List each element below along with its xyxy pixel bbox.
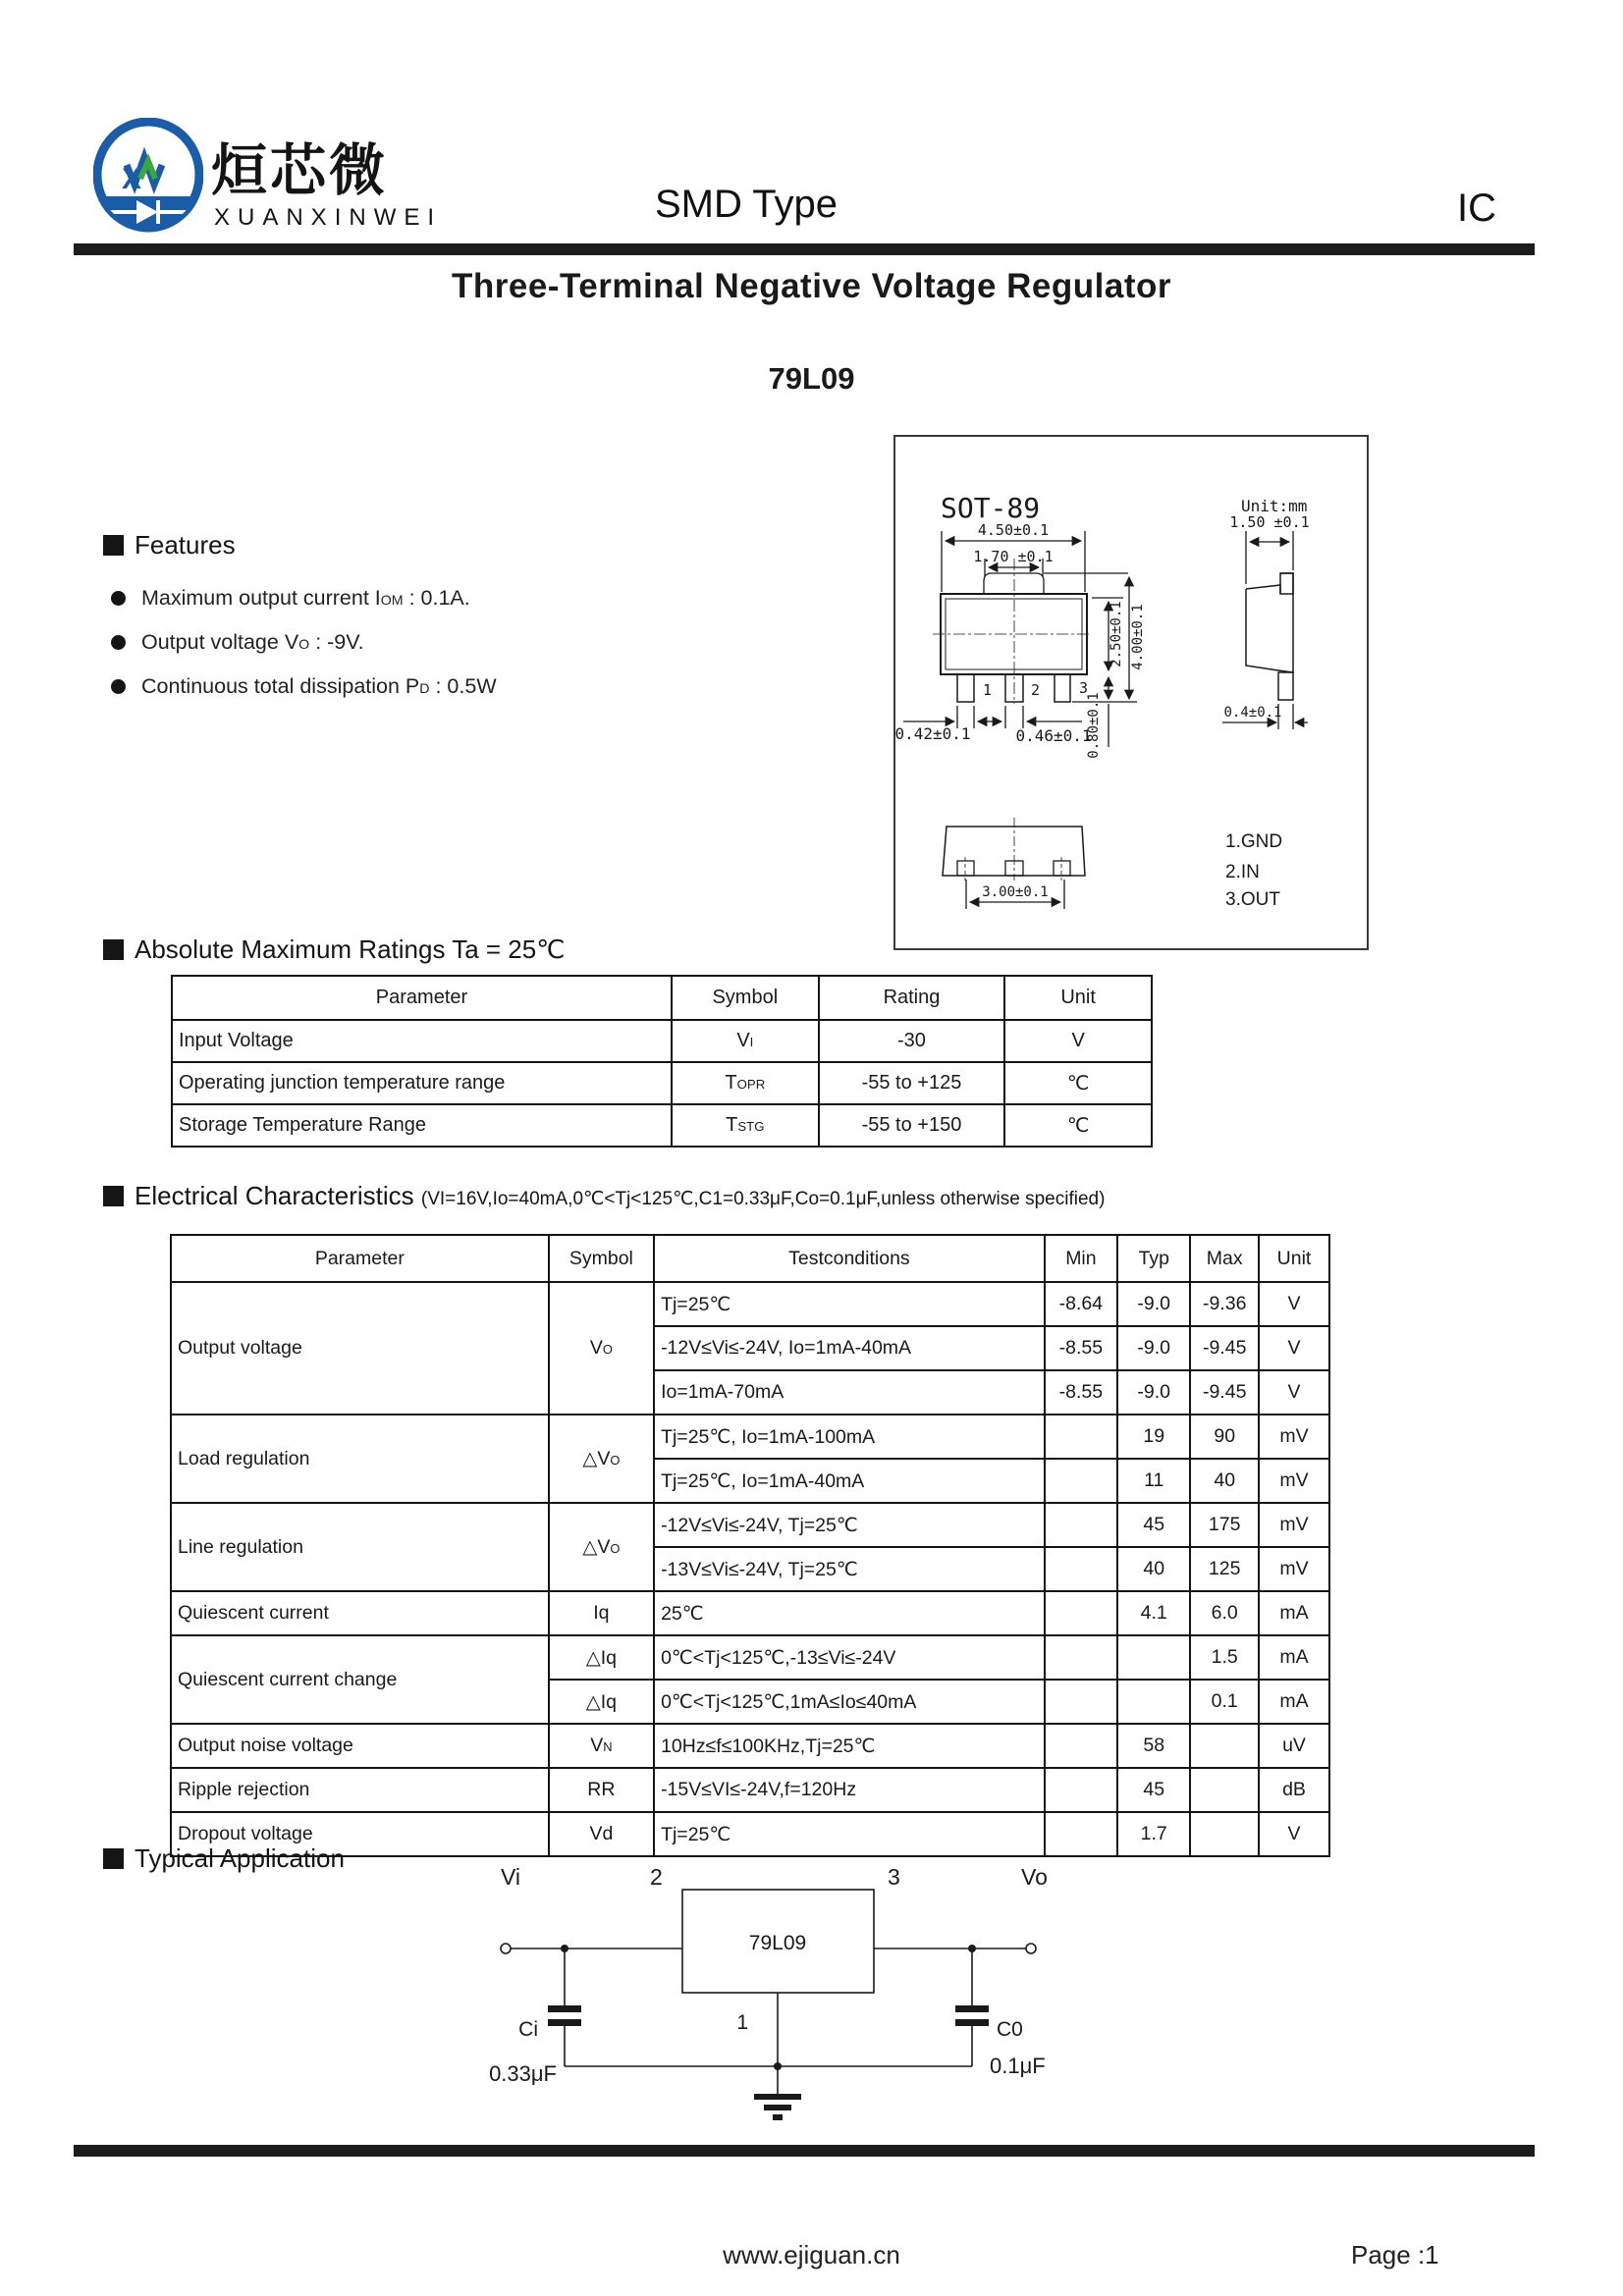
cell-min — [1045, 1768, 1117, 1812]
footer-website: www.ejiguan.cn — [723, 2240, 900, 2269]
elec-conditions: (VI=16V,Io=40mA,0℃<Tj<125℃,C1=0.33μF,Co=0.1μF,unless otherwise specified) — [420, 1189, 1106, 1209]
table-row — [171, 1591, 1329, 1635]
cell-rating: -30 — [819, 1020, 1005, 1062]
cell-typ — [1117, 1635, 1190, 1680]
cell-symbol: △Iq — [549, 1635, 654, 1680]
cout-value: 0.1μF — [990, 2054, 1046, 2078]
cell-parameter: Load regulation — [171, 1415, 549, 1503]
cell-min — [1045, 1635, 1117, 1680]
cell-typ: 40 — [1117, 1547, 1190, 1591]
cell-min — [1045, 1724, 1117, 1768]
column-header: Rating — [819, 976, 1005, 1020]
package-figure — [893, 435, 1369, 950]
cell-unit: V — [1259, 1370, 1329, 1415]
package-name: SOT-89 — [941, 492, 1041, 524]
cell-max: 90 — [1190, 1415, 1259, 1459]
dim-body-height: 2.50±0.1 — [1109, 601, 1124, 667]
cell-max: -9.36 — [1190, 1282, 1259, 1326]
section-marker-icon — [103, 939, 124, 960]
vi-label: Vi — [501, 1864, 521, 1890]
column-header: Unit — [1004, 976, 1152, 1020]
cell-parameter: Output voltage — [171, 1282, 549, 1415]
svg-text:X: X — [122, 163, 142, 195]
part-number: 79L09 — [768, 361, 855, 396]
pin3-label: 3.OUT — [1225, 889, 1280, 910]
cell-typ: -9.0 — [1117, 1326, 1190, 1370]
column-header: Parameter — [171, 1235, 549, 1282]
dim-bottom-pitch: 3.00±0.1 — [982, 884, 1049, 900]
cell-symbol: △Iq — [549, 1680, 654, 1724]
cell-symbol: Iq — [549, 1591, 654, 1635]
abs-max-heading: Absolute Maximum Ratings Ta = 25℃ — [103, 934, 565, 965]
feature-item: Output voltage VO : -9V. — [111, 630, 908, 655]
cell-symbol: VI — [672, 1020, 819, 1062]
features-section — [103, 530, 908, 719]
cell-testconditions: Tj=25℃ — [654, 1812, 1045, 1856]
cell-unit: mV — [1259, 1415, 1329, 1459]
elec-heading: Electrical Characteristics (VI=16V,Io=40mA,0℃<Tj<125℃,C1=0.33μF,Co=0.1μF,unless otherwise specified) — [103, 1181, 1105, 1211]
cin-name: Ci — [518, 2018, 538, 2041]
dim-pin-length: 0.80±0.1 — [1086, 692, 1102, 759]
cell-parameter: Operating junction temperature range — [172, 1062, 672, 1104]
cell-unit: V — [1259, 1812, 1329, 1856]
cell-parameter: Quiescent current change — [171, 1635, 549, 1724]
dim-side-width: 1.50 ±0.1 — [1229, 513, 1310, 531]
cell-typ: 45 — [1117, 1768, 1190, 1812]
table-header-row — [172, 976, 1152, 1020]
pin2-label: 2 — [650, 1864, 663, 1890]
cell-typ: -9.0 — [1117, 1282, 1190, 1326]
pin1-label: 1 — [736, 2011, 748, 2034]
cell-max: 40 — [1190, 1459, 1259, 1503]
header-rule — [74, 243, 1535, 255]
cell-max — [1190, 1768, 1259, 1812]
cell-symbol: VN — [549, 1724, 654, 1768]
bullet-icon — [111, 591, 126, 606]
doc-type-label: SMD Type — [655, 183, 838, 226]
cell-symbol: RR — [549, 1768, 654, 1812]
cell-typ: 1.7 — [1117, 1812, 1190, 1856]
category-label: IC — [1457, 187, 1496, 230]
cell-testconditions: 25℃ — [654, 1591, 1045, 1635]
cell-typ: 19 — [1117, 1415, 1190, 1459]
column-header: Max — [1190, 1235, 1259, 1282]
application-circuit — [422, 1855, 1109, 2150]
cell-unit: mA — [1259, 1680, 1329, 1724]
cell-parameter: Ripple rejection — [171, 1768, 549, 1812]
cell-unit: ℃ — [1004, 1062, 1152, 1104]
cell-max — [1190, 1812, 1259, 1856]
cell-symbol: VO — [549, 1282, 654, 1415]
cell-testconditions: 0℃<Tj<125℃,1mA≤Io≤40mA — [654, 1680, 1045, 1724]
column-header: Symbol — [672, 976, 819, 1020]
vo-label: Vo — [1021, 1864, 1048, 1890]
brand-name-latin: XUANXINWEI — [214, 204, 443, 231]
elec-table — [170, 1234, 1330, 1857]
cell-symbol: TOPR — [672, 1062, 819, 1104]
cell-parameter: Quiescent current — [171, 1591, 549, 1635]
feature-item: Continuous total dissipation PD : 0.5W — [111, 674, 908, 699]
cell-typ: 11 — [1117, 1459, 1190, 1503]
cell-max: -9.45 — [1190, 1326, 1259, 1370]
pin3-number: 3 — [1079, 679, 1089, 697]
cell-parameter: Input Voltage — [172, 1020, 672, 1062]
cell-parameter: Storage Temperature Range — [172, 1104, 672, 1147]
table-row — [172, 1020, 1152, 1062]
abs-max-table — [171, 975, 1153, 1148]
cell-unit: mV — [1259, 1459, 1329, 1503]
dim-side-pin: 0.4±0.1 — [1223, 705, 1282, 721]
table-row — [171, 1503, 1329, 1547]
cell-testconditions: 0℃<Tj<125℃,-13≤Vi≤-24V — [654, 1635, 1045, 1680]
table-row — [172, 1062, 1152, 1104]
cell-symbol: △VO — [549, 1415, 654, 1503]
section-marker-icon — [103, 1186, 124, 1206]
cell-parameter: Line regulation — [171, 1503, 549, 1591]
table-row — [171, 1282, 1329, 1326]
pin1-number: 1 — [983, 681, 993, 699]
cell-max — [1190, 1724, 1259, 1768]
cell-typ: 4.1 — [1117, 1591, 1190, 1635]
cell-min — [1045, 1503, 1117, 1547]
cell-typ — [1117, 1680, 1190, 1724]
table-row — [171, 1415, 1329, 1459]
column-header: Testconditions — [654, 1235, 1045, 1282]
table-row — [171, 1768, 1329, 1812]
cell-typ: 45 — [1117, 1503, 1190, 1547]
cell-typ: 58 — [1117, 1724, 1190, 1768]
cell-min: -8.64 — [1045, 1282, 1117, 1326]
table-row — [171, 1724, 1329, 1768]
cell-min: -8.55 — [1045, 1326, 1117, 1370]
cin-value: 0.33μF — [489, 2061, 557, 2086]
footer-rule — [74, 2145, 1535, 2157]
cell-unit: ℃ — [1004, 1104, 1152, 1147]
column-header: Typ — [1117, 1235, 1190, 1282]
feature-item: Maximum output current IOM : 0.1A. — [111, 586, 908, 611]
cell-min — [1045, 1591, 1117, 1635]
cell-min — [1045, 1547, 1117, 1591]
dim-pin-pitch: 0.46±0.1 — [1015, 726, 1092, 745]
cell-max: 6.0 — [1190, 1591, 1259, 1635]
cell-max: 1.5 — [1190, 1635, 1259, 1680]
table-header-row — [171, 1235, 1329, 1282]
cell-max: 0.1 — [1190, 1680, 1259, 1724]
cell-unit: mA — [1259, 1591, 1329, 1635]
cell-testconditions: 10Hz≤f≤100KHz,Tj=25℃ — [654, 1724, 1045, 1768]
dim-tab-width: 1.70 ±0.1 — [973, 548, 1054, 565]
cell-unit: V — [1259, 1326, 1329, 1370]
bullet-icon — [111, 679, 126, 694]
table-row — [172, 1104, 1152, 1147]
cell-testconditions: Tj=25℃, Io=1mA-40mA — [654, 1459, 1045, 1503]
cell-unit: dB — [1259, 1768, 1329, 1812]
cell-typ: -9.0 — [1117, 1370, 1190, 1415]
cell-unit: mV — [1259, 1547, 1329, 1591]
cell-symbol: △VO — [549, 1503, 654, 1591]
column-header: Unit — [1259, 1235, 1329, 1282]
dim-pin-width: 0.42±0.1 — [895, 724, 971, 743]
cell-testconditions: Tj=25℃, Io=1mA-100mA — [654, 1415, 1045, 1459]
pin1-label: 1.GND — [1225, 831, 1283, 852]
features-heading: Features — [103, 530, 908, 561]
regulator-label: 79L09 — [748, 1932, 807, 1954]
package-drawing-svg — [895, 437, 1367, 948]
cell-min — [1045, 1415, 1117, 1459]
dim-total-height: 4.00±0.1 — [1130, 604, 1146, 670]
output-capacitor-icon — [955, 2005, 989, 2012]
cell-max: -9.45 — [1190, 1370, 1259, 1415]
cell-unit: mA — [1259, 1635, 1329, 1680]
table-row — [171, 1635, 1329, 1680]
input-capacitor-icon — [548, 2005, 581, 2012]
brand-logo-icon — [93, 118, 203, 236]
cell-unit: mV — [1259, 1503, 1329, 1547]
cell-max: 125 — [1190, 1547, 1259, 1591]
pin2-number: 2 — [1031, 681, 1041, 699]
cout-name: C0 — [997, 2018, 1023, 2041]
cell-parameter: Output noise voltage — [171, 1724, 549, 1768]
cell-min — [1045, 1812, 1117, 1856]
section-marker-icon — [103, 535, 124, 556]
cell-max: 175 — [1190, 1503, 1259, 1547]
cell-min — [1045, 1680, 1117, 1724]
column-header: Parameter — [172, 976, 672, 1020]
dim-top-width: 4.50±0.1 — [977, 521, 1050, 539]
cell-testconditions: -15V≤VI≤-24V,f=120Hz — [654, 1768, 1045, 1812]
table-row — [171, 1812, 1329, 1856]
cell-parameter: Dropout voltage — [171, 1812, 549, 1856]
features-list — [111, 586, 908, 699]
column-header: Min — [1045, 1235, 1117, 1282]
unit-label: Unit:mm — [1241, 497, 1308, 515]
cell-symbol: Vd — [549, 1812, 654, 1856]
cell-min: -8.55 — [1045, 1370, 1117, 1415]
cell-unit: V — [1004, 1020, 1152, 1062]
cell-testconditions: Tj=25℃ — [654, 1282, 1045, 1326]
cell-testconditions: -12V≤Vi≤-24V, Io=1mA-40mA — [654, 1326, 1045, 1370]
bullet-icon — [111, 635, 126, 650]
cell-unit: uV — [1259, 1724, 1329, 1768]
cell-min — [1045, 1459, 1117, 1503]
cell-testconditions: -13V≤Vi≤-24V, Tj=25℃ — [654, 1547, 1045, 1591]
cell-rating: -55 to +125 — [819, 1062, 1005, 1104]
brand-name-chinese: 烜芯微 — [211, 139, 388, 202]
pin3-label: 3 — [888, 1864, 900, 1890]
cell-symbol: TSTG — [672, 1104, 819, 1147]
cell-testconditions: -12V≤Vi≤-24V, Tj=25℃ — [654, 1503, 1045, 1547]
section-marker-icon — [103, 1848, 124, 1869]
pin2-label: 2.IN — [1225, 862, 1260, 882]
application-heading: Typical Application — [103, 1843, 345, 1874]
column-header: Symbol — [549, 1235, 654, 1282]
cell-testconditions: Io=1mA-70mA — [654, 1370, 1045, 1415]
page-title: Three-Terminal Negative Voltage Regulator — [452, 267, 1171, 305]
cell-rating: -55 to +150 — [819, 1104, 1005, 1147]
footer-page-number: Page :1 — [1351, 2240, 1439, 2269]
cell-unit: V — [1259, 1282, 1329, 1326]
